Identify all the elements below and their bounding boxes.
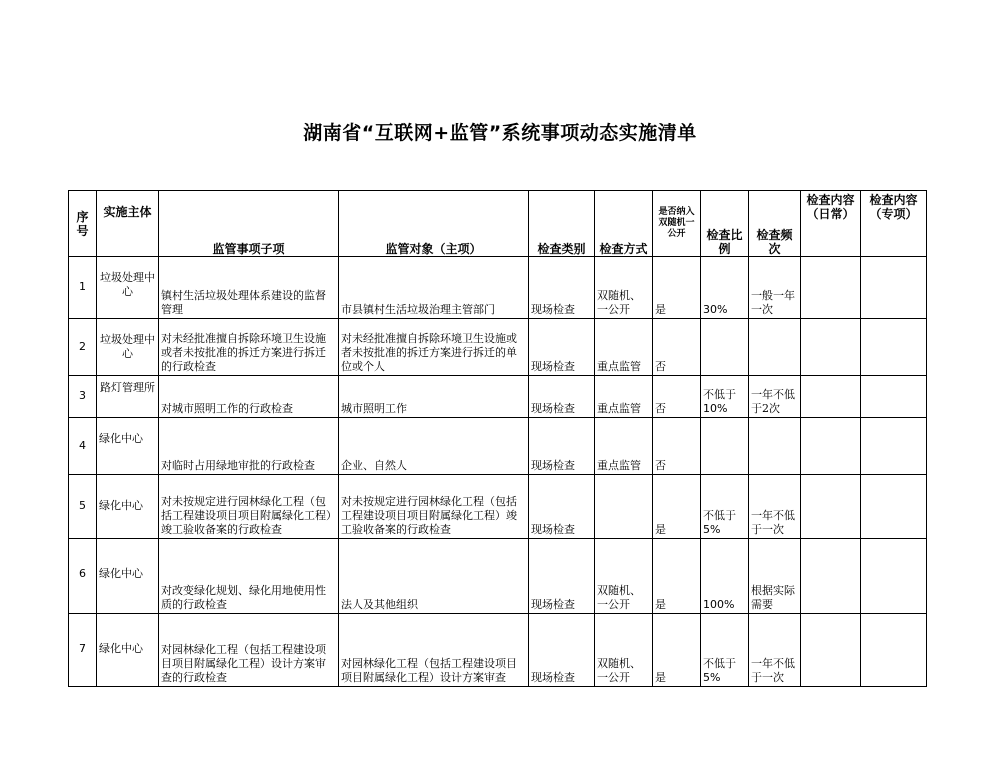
- table-row: [69, 475, 927, 539]
- row-daily: [801, 376, 861, 418]
- header-daily: 检查内容（日常）: [801, 191, 861, 257]
- row-daily: [801, 539, 861, 614]
- inspection-table: [68, 190, 927, 687]
- row-method: 双随机、一公开: [595, 257, 653, 319]
- row-random: 否: [653, 319, 701, 376]
- row-random: 是: [653, 475, 701, 539]
- row-special: [861, 475, 927, 539]
- row-org: 绿化中心: [97, 475, 159, 539]
- row-method: 双随机、一公开: [595, 614, 653, 687]
- page-title: 湖南省“互联网+监管”系统事项动态实施清单: [303, 122, 697, 144]
- row-no: 7: [69, 614, 97, 687]
- row-random: 是: [653, 614, 701, 687]
- row-category: 现场检查: [529, 257, 595, 319]
- row-category: 现场检查: [529, 376, 595, 418]
- table-row: [69, 614, 927, 687]
- row-special: [861, 539, 927, 614]
- row-target: 城市照明工作: [339, 376, 529, 418]
- row-no: 3: [69, 376, 97, 418]
- row-method: 重点监管: [595, 319, 653, 376]
- row-no: 6: [69, 539, 97, 614]
- row-freq: 一年不低于一次: [749, 614, 801, 687]
- table-row: [69, 257, 927, 319]
- row-item: 对未按规定进行园林绿化工程（包括工程建设项目项目附属绿化工程）竣工验收备案的行政检查: [159, 475, 339, 539]
- row-method: 重点监管: [595, 376, 653, 418]
- row-special: [861, 319, 927, 376]
- table-row: [69, 418, 927, 475]
- row-ratio: 不低于5%: [701, 614, 749, 687]
- row-daily: [801, 614, 861, 687]
- row-org: 绿化中心: [97, 614, 159, 687]
- row-special: [861, 376, 927, 418]
- row-ratio: [701, 418, 749, 475]
- table-row: [69, 376, 927, 418]
- row-org: 垃圾处理中心: [97, 257, 159, 319]
- row-category: 现场检查: [529, 475, 595, 539]
- row-target: 市县镇村生活垃圾治理主管部门: [339, 257, 529, 319]
- row-target: 法人及其他组织: [339, 539, 529, 614]
- row-random: 是: [653, 539, 701, 614]
- header-random: 是否纳入双随机一公开: [653, 191, 701, 257]
- row-freq: 根据实际需要: [749, 539, 801, 614]
- row-category: 现场检查: [529, 614, 595, 687]
- row-freq: 一年不低于2次: [749, 376, 801, 418]
- row-ratio: 不低于10%: [701, 376, 749, 418]
- row-no: 1: [69, 257, 97, 319]
- row-item: 对临时占用绿地审批的行政检查: [159, 418, 339, 475]
- row-org: 路灯管理所: [97, 376, 159, 418]
- row-item: 对改变绿化规划、绿化用地使用性质的行政检查: [159, 539, 339, 614]
- row-target: 对未按规定进行园林绿化工程（包括工程建设项目项目附属绿化工程）竣工验收备案的行政检查: [339, 475, 529, 539]
- row-method: [595, 475, 653, 539]
- header-method: 检查方式: [595, 191, 653, 257]
- row-special: [861, 257, 927, 319]
- row-daily: [801, 319, 861, 376]
- row-target: 对园林绿化工程（包括工程建设项目项目附属绿化工程）设计方案审查: [339, 614, 529, 687]
- row-no: 4: [69, 418, 97, 475]
- row-no: 5: [69, 475, 97, 539]
- row-ratio: [701, 319, 749, 376]
- row-ratio: 不低于5%: [701, 475, 749, 539]
- row-category: 现场检查: [529, 418, 595, 475]
- row-freq: [749, 418, 801, 475]
- row-daily: [801, 475, 861, 539]
- row-org: 绿化中心: [97, 418, 159, 475]
- row-daily: [801, 418, 861, 475]
- header-org: 实施主体: [97, 191, 159, 257]
- row-target: 对未经批准擅自拆除环境卫生设施或者未按批准的拆迁方案进行拆迁的单位或个人: [339, 319, 529, 376]
- row-ratio: 30%: [701, 257, 749, 319]
- row-item: 对未经批准擅自拆除环境卫生设施或者未按批准的拆迁方案进行拆迁的行政检查: [159, 319, 339, 376]
- row-method: 重点监管: [595, 418, 653, 475]
- row-special: [861, 614, 927, 687]
- row-freq: [749, 319, 801, 376]
- row-item: 镇村生活垃圾处理体系建设的监督管理: [159, 257, 339, 319]
- row-org: 绿化中心: [97, 539, 159, 614]
- table-row: [69, 539, 927, 614]
- row-item: 对城市照明工作的行政检查: [159, 376, 339, 418]
- row-ratio: 100%: [701, 539, 749, 614]
- row-target: 企业、自然人: [339, 418, 529, 475]
- header-category: 检查类别: [529, 191, 595, 257]
- row-category: 现场检查: [529, 539, 595, 614]
- header-item: 监管事项子项: [159, 191, 339, 257]
- row-no: 2: [69, 319, 97, 376]
- header-freq: 检查频次: [749, 191, 801, 257]
- row-freq: 一年不低于一次: [749, 475, 801, 539]
- row-method: 双随机、一公开: [595, 539, 653, 614]
- row-special: [861, 418, 927, 475]
- header-no: 序号: [69, 191, 97, 257]
- row-org: 垃圾处理中心: [97, 319, 159, 376]
- row-item: 对园林绿化工程（包括工程建设项目项目附属绿化工程）设计方案审查的行政检查: [159, 614, 339, 687]
- row-random: 否: [653, 418, 701, 475]
- row-category: 现场检查: [529, 319, 595, 376]
- row-daily: [801, 257, 861, 319]
- row-random: 是: [653, 257, 701, 319]
- header-target: 监管对象（主项）: [339, 191, 529, 257]
- table-header-row: [69, 191, 927, 257]
- row-freq: 一般一年一次: [749, 257, 801, 319]
- header-ratio: 检查比例: [701, 191, 749, 257]
- table-row: [69, 319, 927, 376]
- row-random: 否: [653, 376, 701, 418]
- header-special: 检查内容（专项）: [861, 191, 927, 257]
